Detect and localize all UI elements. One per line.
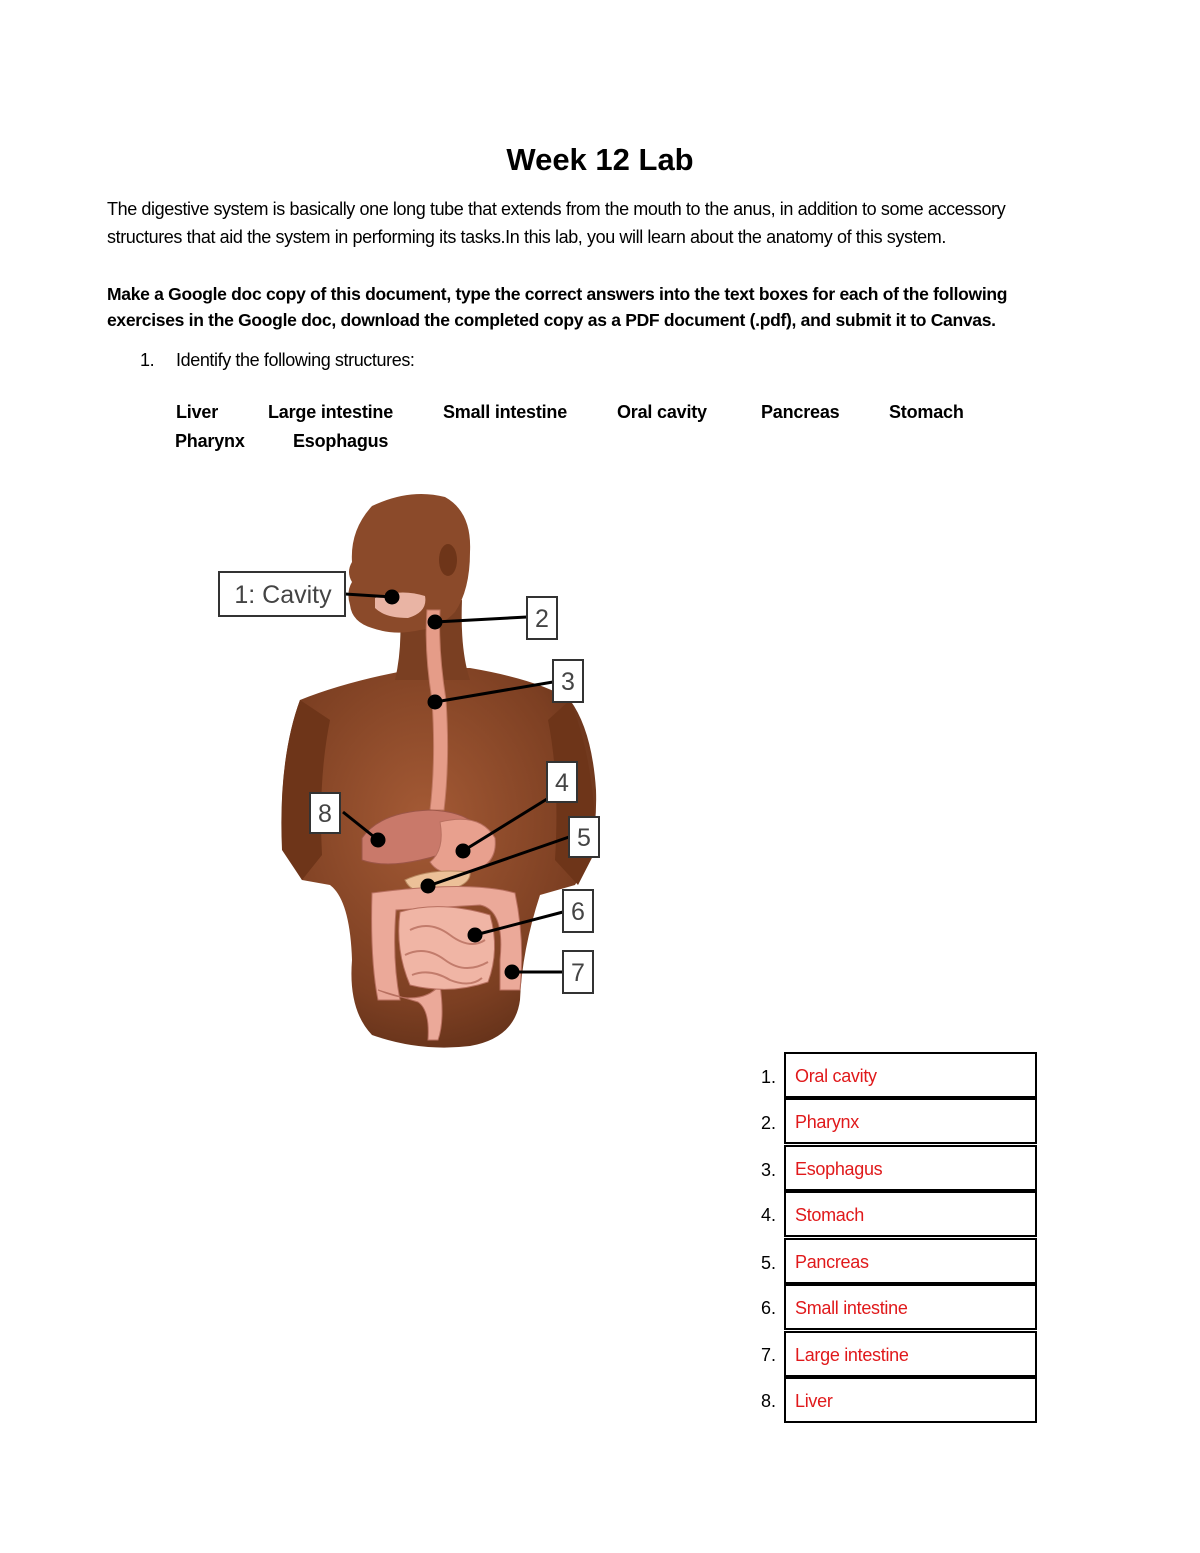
label-marker [422,880,434,892]
answer-number: 3. [760,1160,776,1180]
answer-field-3[interactable]: Esophagus [784,1145,1037,1191]
answer-number: 5. [760,1253,776,1273]
answer-field-6[interactable]: Small intestine [784,1284,1037,1330]
label-marker [506,966,518,978]
answer-field-5[interactable]: Pancreas [784,1238,1037,1284]
word-bank-item: Large intestine [268,402,394,422]
intro-line-1: The digestive system is basically one long tube that extends from the mouth to the anus, in addition to some accessory [107,199,1006,219]
word-bank-item: Liver [176,402,219,422]
answer-number: 1. [760,1067,776,1087]
question-number: 1. [140,350,155,370]
page-title: Week 12 Lab [506,142,694,177]
label-marker [429,616,441,628]
diagram-label-1: 1: Cavity [234,581,332,609]
question-text: Identify the following structures: [176,350,415,370]
digestive-system-diagram [215,488,610,1053]
diagram-label-2: 2 [535,605,549,633]
label-marker [429,696,441,708]
intro-line-2: structures that aid the system in performing its tasks.In this lab, you will learn about the anatomy of this system. [107,227,946,247]
label-marker [372,834,384,846]
word-bank-item: Esophagus [293,431,389,451]
word-bank-item: Oral cavity [617,402,707,422]
word-bank-item: Small intestine [443,402,568,422]
answer-number: 7. [760,1345,776,1365]
answer-field-1[interactable]: Oral cavity [784,1052,1037,1098]
diagram-label-4: 4 [555,769,569,797]
diagram-label-3: 3 [561,668,575,696]
diagram-label-5: 5 [577,824,591,852]
label-marker [457,845,469,857]
answer-field-4[interactable]: Stomach [784,1191,1037,1237]
answer-number: 4. [760,1205,776,1225]
answer-field-8[interactable]: Liver [784,1377,1037,1423]
label-marker [469,929,481,941]
label-marker [386,591,398,603]
instructions-line-1: Make a Google doc copy of this document, type the correct answers into the text boxes for each of the following [107,284,1008,304]
word-bank-item: Pharynx [175,431,245,451]
word-bank-item: Pancreas [761,402,840,422]
diagram-label-7: 7 [571,959,585,987]
answer-number: 6. [760,1298,776,1318]
diagram-label-6: 6 [571,898,585,926]
answer-field-2[interactable]: Pharynx [784,1098,1037,1144]
instructions-paragraph [107,281,1087,333]
answer-number: 2. [760,1113,776,1133]
answer-number: 8. [760,1391,776,1411]
word-bank-item: Stomach [889,402,964,422]
diagram-label-8: 8 [318,800,332,828]
answer-field-7[interactable]: Large intestine [784,1331,1037,1377]
instructions-line-2: exercises in the Google doc, download the completed copy as a PDF document (.pdf), and submit it to Canvas. [107,310,996,330]
intro-paragraph [107,195,1067,251]
